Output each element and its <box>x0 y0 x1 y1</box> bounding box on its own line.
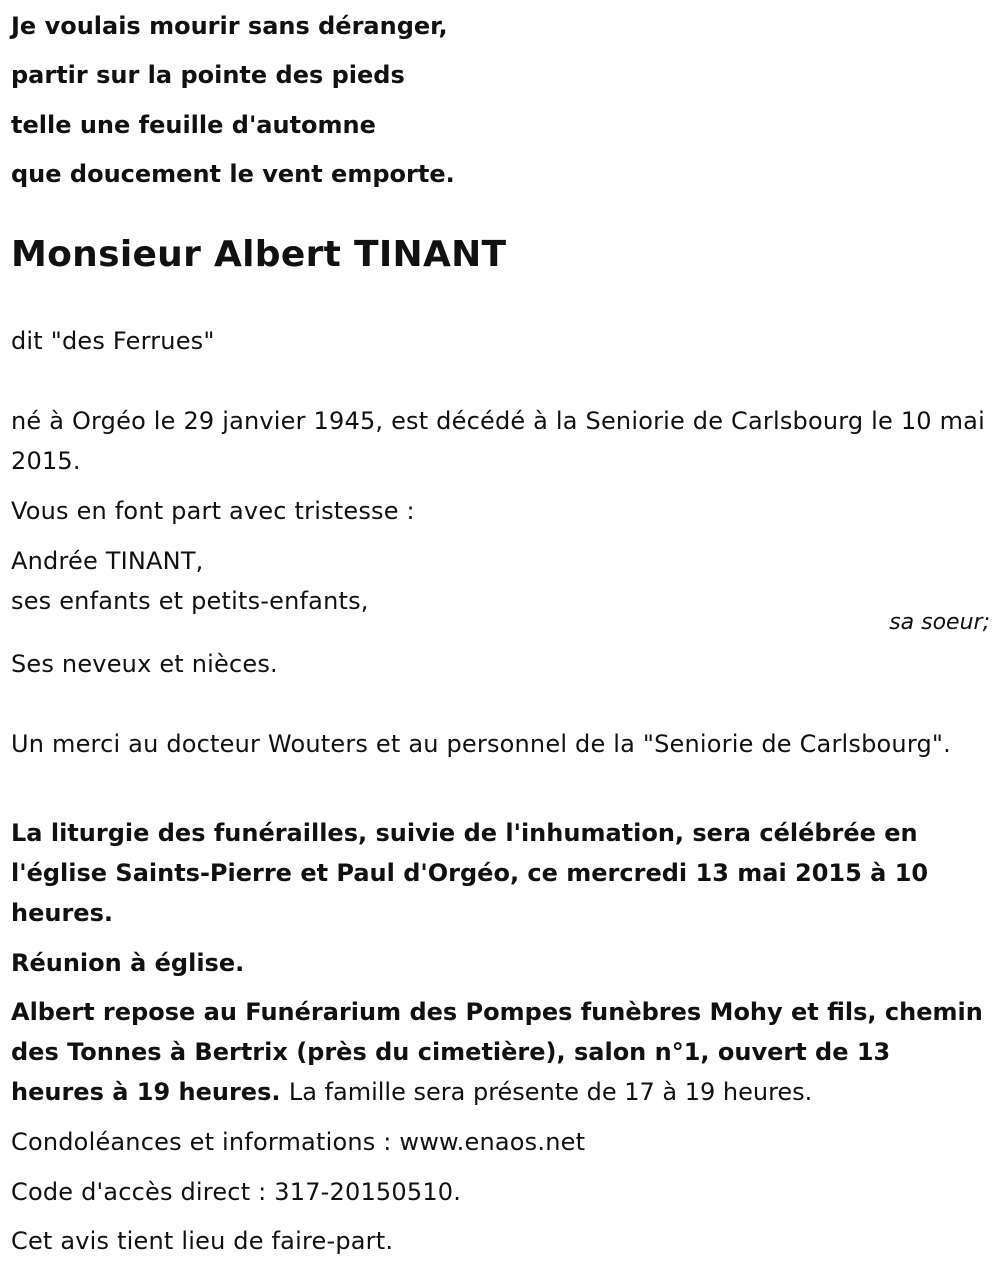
thanks-text: Un merci au docteur Wouters et au personnel de la "Seniorie de Carlsbourg". <box>11 730 951 758</box>
poem-line-3: telle une feuille d'automne <box>11 111 376 139</box>
family-children: ses enfants et petits-enfants, <box>11 587 369 615</box>
family-nephews: Ses neveux et nièces. <box>11 650 278 678</box>
notice-text: Cet avis tient lieu de faire-part. <box>11 1227 394 1255</box>
family-sister: Andrée TINANT, <box>11 547 204 575</box>
liturgy-text: La liturgie des funérailles, suivie de l'inhumation, sera célébrée en l'église Saints-Pierre et Paul d'Orgéo, ce mercredi 13 mai 2015 à 10 heures. <box>11 819 929 927</box>
rest-normal-text: La famille sera présente de 17 à 19 heures. <box>288 1078 813 1106</box>
poem-line-4: que doucement le vent emporte. <box>11 160 455 188</box>
nickname: dit "des Ferrues" <box>11 327 215 355</box>
family-sister-role: sa soeur; <box>889 610 990 635</box>
rest-paragraph <box>11 992 986 1112</box>
poem-line-1: Je voulais mourir sans déranger, <box>11 12 448 40</box>
poem-line-2: partir sur la pointe des pieds <box>11 61 405 89</box>
announce-text: Vous en font part avec tristesse : <box>11 497 415 525</box>
meeting-text: Réunion à église. <box>11 949 245 977</box>
deceased-name: Monsieur Albert TINANT <box>11 234 507 275</box>
rest-bold-text: Albert repose au Funérarium des Pompes funèbres Mohy et fils, chemin des Tonnes à Bertrix (près du cimetière), salon n°1, ouvert de 13 heures à 19 heures. <box>11 998 983 1106</box>
access-code-text: Code d'accès direct : 317-20150510. <box>11 1178 462 1206</box>
birth-death-text: né à Orgéo le 29 janvier 1945, est décédé à la Seniorie de Carlsbourg le 10 mai 2015. <box>11 407 985 475</box>
condolences-text: Condoléances et informations : www.enaos.net <box>11 1128 586 1156</box>
